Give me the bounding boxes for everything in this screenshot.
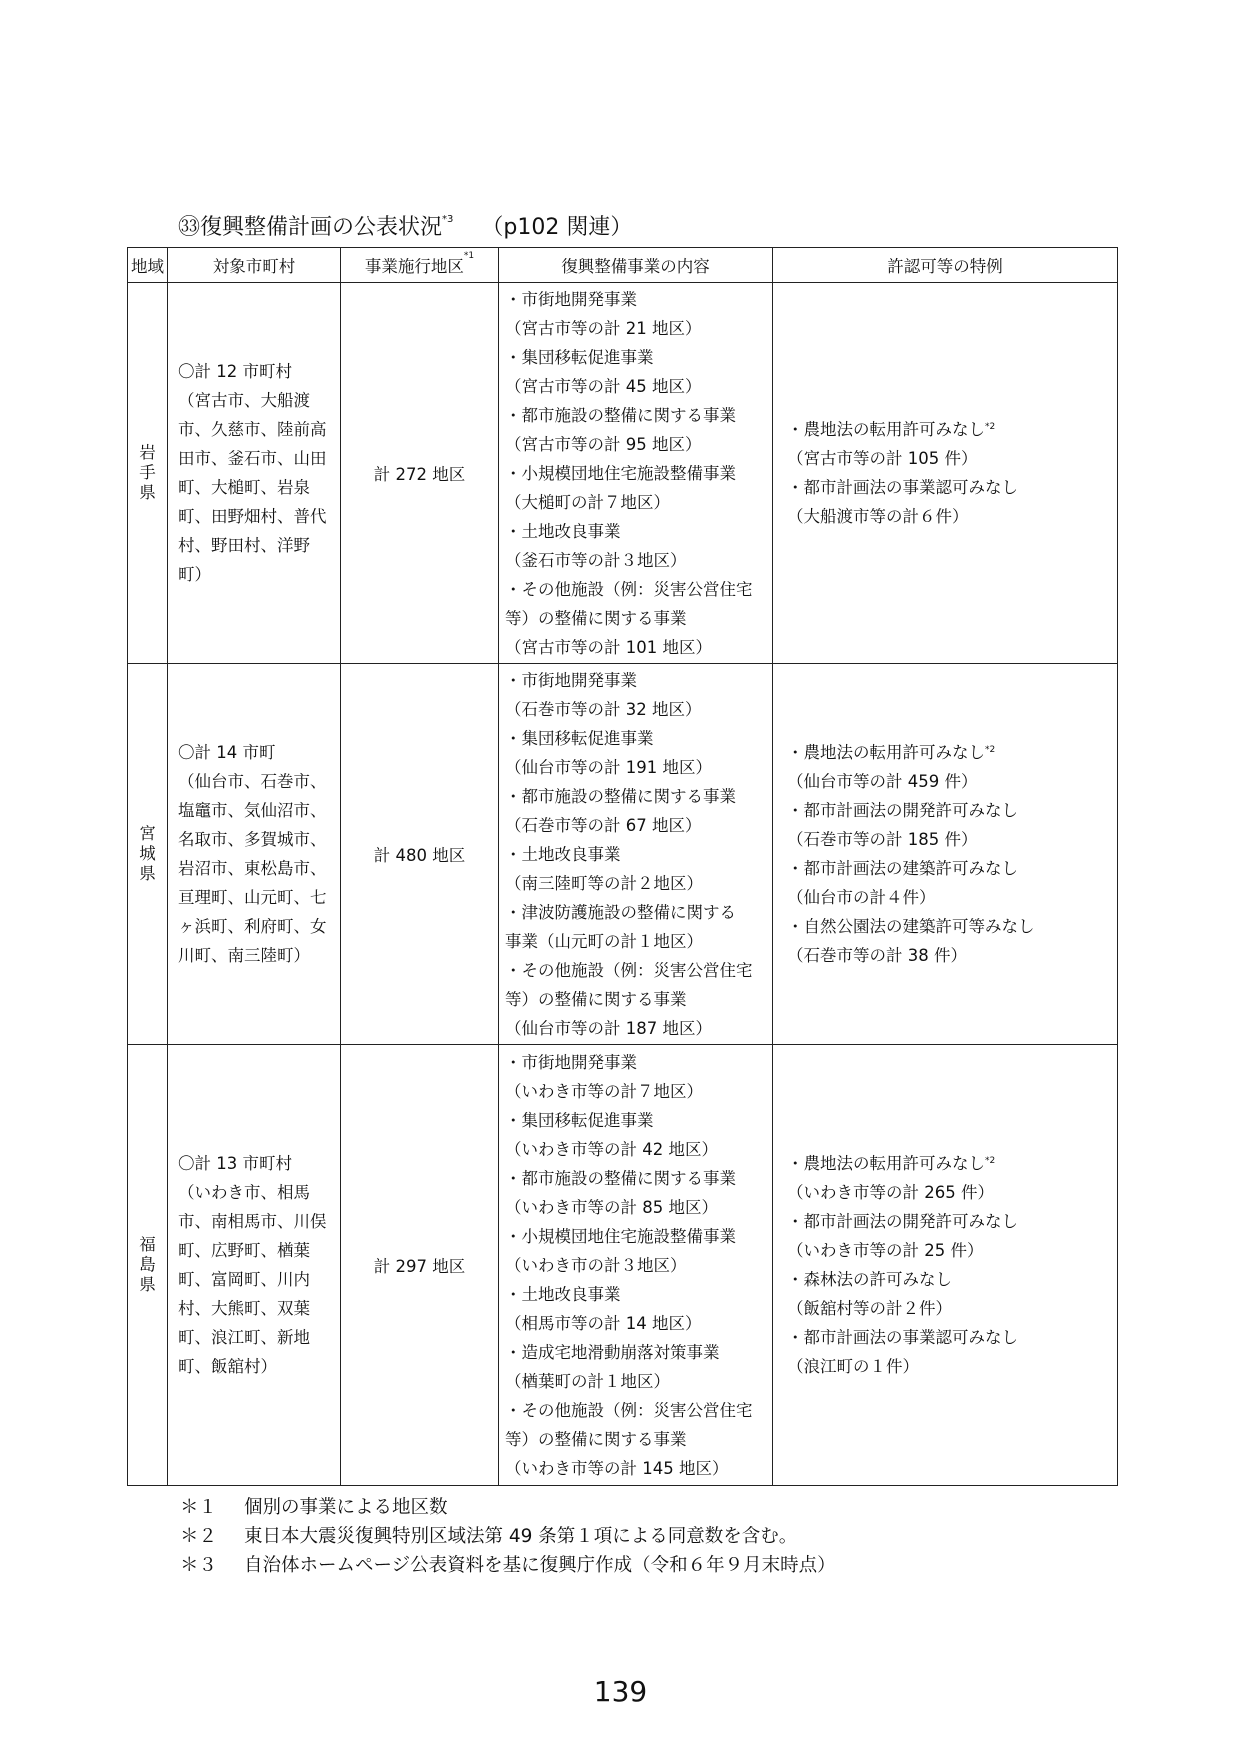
table-row [128, 1045, 1118, 1486]
footnote: ＊３ 自治体ホームページ公表資料を基に復興庁作成（令和６年９月末時点） [180, 1555, 836, 1576]
permits-cell: ・農地法の転用許可みなし$^{*2}$ （宮古市等の計 105 件） ・都市計画法の事業認可みなし （大船渡市等の計６件） [773, 283, 1118, 664]
table-row [128, 283, 1118, 664]
region-cell: 宮 城 県 [128, 664, 168, 1045]
table-header-row [128, 248, 1118, 283]
districts-cell: 計 480 地区 [341, 664, 499, 1045]
districts-cell: 計 272 地区 [341, 283, 499, 664]
title-reference: （p102 関連） [481, 215, 633, 240]
footnotes [180, 1493, 836, 1580]
region-cell: 岩 手 県 [128, 283, 168, 664]
header-districts: 事業施行地区$^{*1}$ [341, 248, 499, 283]
content-cell: ・市街地開発事業 （いわき市等の計７地区） ・集団移転促進事業 （いわき市等の計 42 地区） ・都市施設の整備に関する事業 （いわき市等の計 85 地区） ・小規模団地住宅施設整備事業 （いわき市の計３地区） ・土地改良事業 （相馬市等の計 14 地区） ・造成宅地滑動崩落対策事業 （楢葉町の計１地区） ・その他施設（例：災害公営住宅 等）の整備に関する事業 （いわき市等の計 145 地区） [499, 1045, 773, 1486]
permits-cell: ・農地法の転用許可みなし$^{*2}$ （いわき市等の計 265 件） ・都市計画法の開発許可みなし （いわき市等の計 25 件） ・森林法の許可みなし （飯舘村等の計２件） ・都市計画法の事業認可みなし （浪江町の１件） [773, 1045, 1118, 1486]
content-cell: ・市街地開発事業 （石巻市等の計 32 地区） ・集団移転促進事業 （仙台市等の計 191 地区） ・都市施設の整備に関する事業 （石巻市等の計 67 地区） ・土地改良事業 （南三陸町等の計２地区） ・津波防護施設の整備に関する 事業（山元町の計１地区） ・その他施設（例：災害公営住宅 等）の整備に関する事業 （仙台市等の計 187 地区） [499, 664, 773, 1045]
municipalities-cell: 〇計 14 市町 （仙台市、石巻市、 塩竈市、気仙沼市、 名取市、多賀城市、 岩沼市、東松島市、 亘理町、山元町、七 ヶ浜町、利府町、女 川町、南三陸町） [168, 664, 341, 1045]
header-permits: 許認可等の特例 [773, 248, 1118, 283]
municipalities-cell: 〇計 13 市町村 （いわき市、相馬 市、南相馬市、川俣 町、広野町、楢葉 町、富岡町、川内 村、大熊町、双葉 町、浪江町、新地 町、飯舘村） [168, 1045, 341, 1486]
table-row [128, 664, 1118, 1045]
permits-cell: ・農地法の転用許可みなし$^{*2}$ （仙台市等の計 459 件） ・都市計画法の開発許可みなし （石巻市等の計 185 件） ・都市計画法の建築許可みなし （仙台市の計４件） ・自然公園法の建築許可等みなし （石巻市等の計 38 件） [773, 664, 1118, 1045]
title-text: ㉝復興整備計画の公表状況 [178, 215, 443, 240]
title-footnote-mark: *3 [442, 214, 454, 225]
header-region: 地域 [128, 248, 168, 283]
page-number: 139 [593, 1675, 648, 1708]
reconstruction-plan-table [127, 247, 1118, 1486]
districts-cell: 計 297 地区 [341, 1045, 499, 1486]
header-content: 復興整備事業の内容 [499, 248, 773, 283]
municipalities-cell: 〇計 12 市町村 （宮古市、大船渡 市、久慈市、陸前高 田市、釜石市、山田 町、大槌町、岩泉 町、田野畑村、普代 村、野田村、洋野 町） [168, 283, 341, 664]
page-title [178, 210, 632, 241]
header-municipalities: 対象市町村 [168, 248, 341, 283]
footnote: ＊２ 東日本大震災復興特別区域法第 49 条第１項による同意数を含む。 [180, 1526, 798, 1547]
footnote: ＊１ 個別の事業による地区数 [180, 1497, 448, 1518]
region-cell: 福 島 県 [128, 1045, 168, 1486]
content-cell: ・市街地開発事業 （宮古市等の計 21 地区） ・集団移転促進事業 （宮古市等の計 45 地区） ・都市施設の整備に関する事業 （宮古市等の計 95 地区） ・小規模団地住宅施設整備事業 （大槌町の計７地区） ・土地改良事業 （釜石市等の計３地区） ・その他施設（例：災害公営住宅 等）の整備に関する事業 （宮古市等の計 101 地区） [499, 283, 773, 664]
